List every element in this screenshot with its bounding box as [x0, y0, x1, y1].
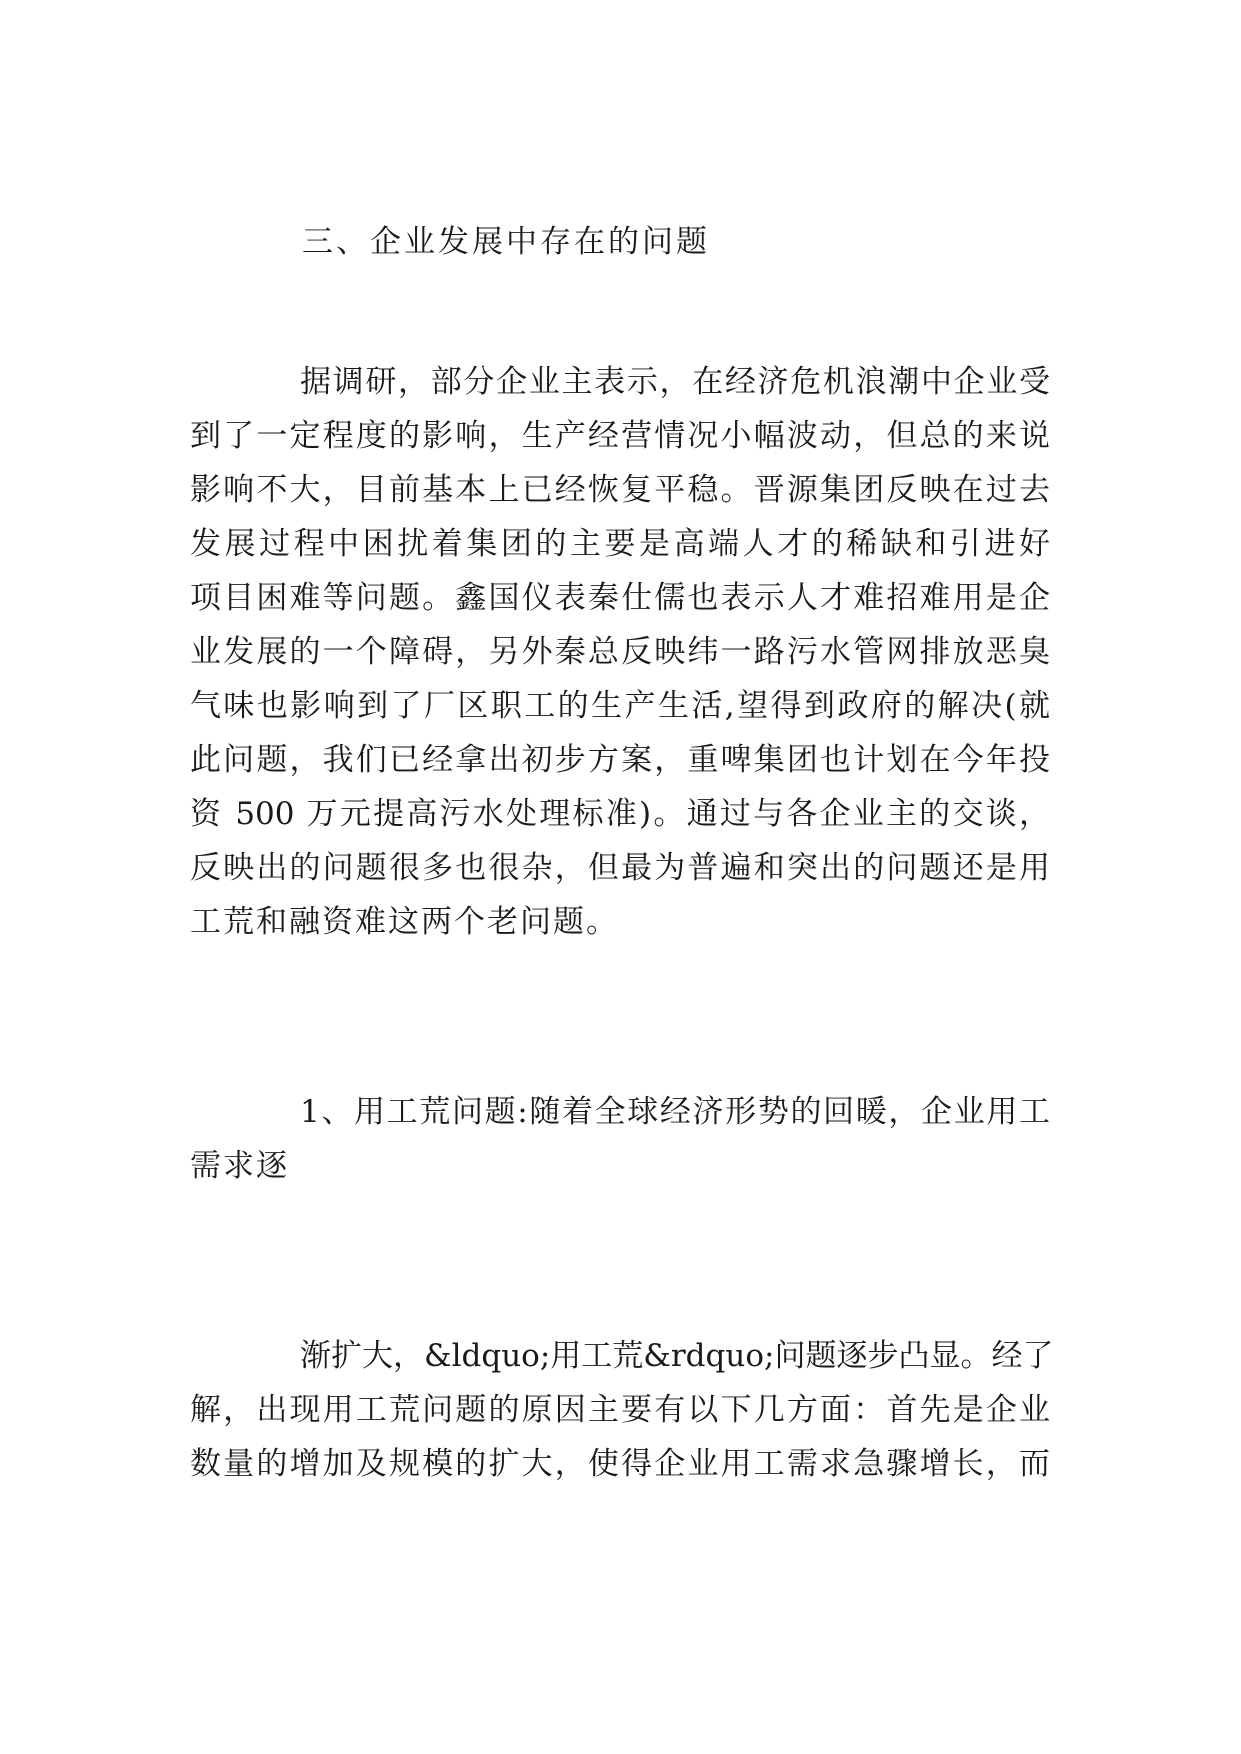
paragraph-line: 业发展的一个障碍，另外秦总反映纬一路污水管网排放恶臭: [190, 634, 1050, 670]
paragraph-line: 反映出的问题很多也很杂，但最为普遍和突出的问题还是用: [190, 850, 1050, 886]
paragraph-line: 工荒和融资难这两个老问题。: [190, 904, 619, 940]
paragraph-line: 发展过程中困扰着集团的主要是高端人才的稀缺和引进好: [190, 526, 1050, 562]
paragraph-line: 解，出现用工荒问题的原因主要有以下几方面：首先是企业: [190, 1392, 1050, 1428]
paragraph-line: 资 500 万元提高污水处理标准)。通过与各企业主的交谈，: [190, 796, 1050, 832]
paragraph-line: 影响不大，目前基本上已经恢复平稳。晋源集团反映在过去: [190, 472, 1050, 508]
paragraph-line: 气味也影响到了厂区职工的生产生活,望得到政府的解决(就: [190, 688, 1050, 724]
section-heading: 三、企业发展中存在的问题: [302, 224, 710, 260]
paragraph-line: 数量的增加及规模的扩大，使得企业用工需求急骤增长，而: [190, 1446, 1050, 1482]
paragraph-line: 需求逐: [190, 1148, 289, 1184]
paragraph-line: 1、用工荒问题:随着全球经济形势的回暖，企业用工: [300, 1094, 1050, 1130]
paragraph-line: 项目困难等问题。鑫国仪表秦仕儒也表示人才难招难用是企: [190, 580, 1050, 616]
paragraph-line: 渐扩大，&ldquo;用工荒&rdquo;问题逐步凸显。经了: [300, 1338, 1054, 1374]
paragraph-line: 据调研，部分企业主表示，在经济危机浪潮中企业受: [300, 364, 1050, 400]
paragraph-line: 到了一定程度的影响，生产经营情况小幅波动，但总的来说: [190, 418, 1050, 454]
paragraph-line: 此问题，我们已经拿出初步方案，重啤集团也计划在今年投: [190, 742, 1050, 778]
